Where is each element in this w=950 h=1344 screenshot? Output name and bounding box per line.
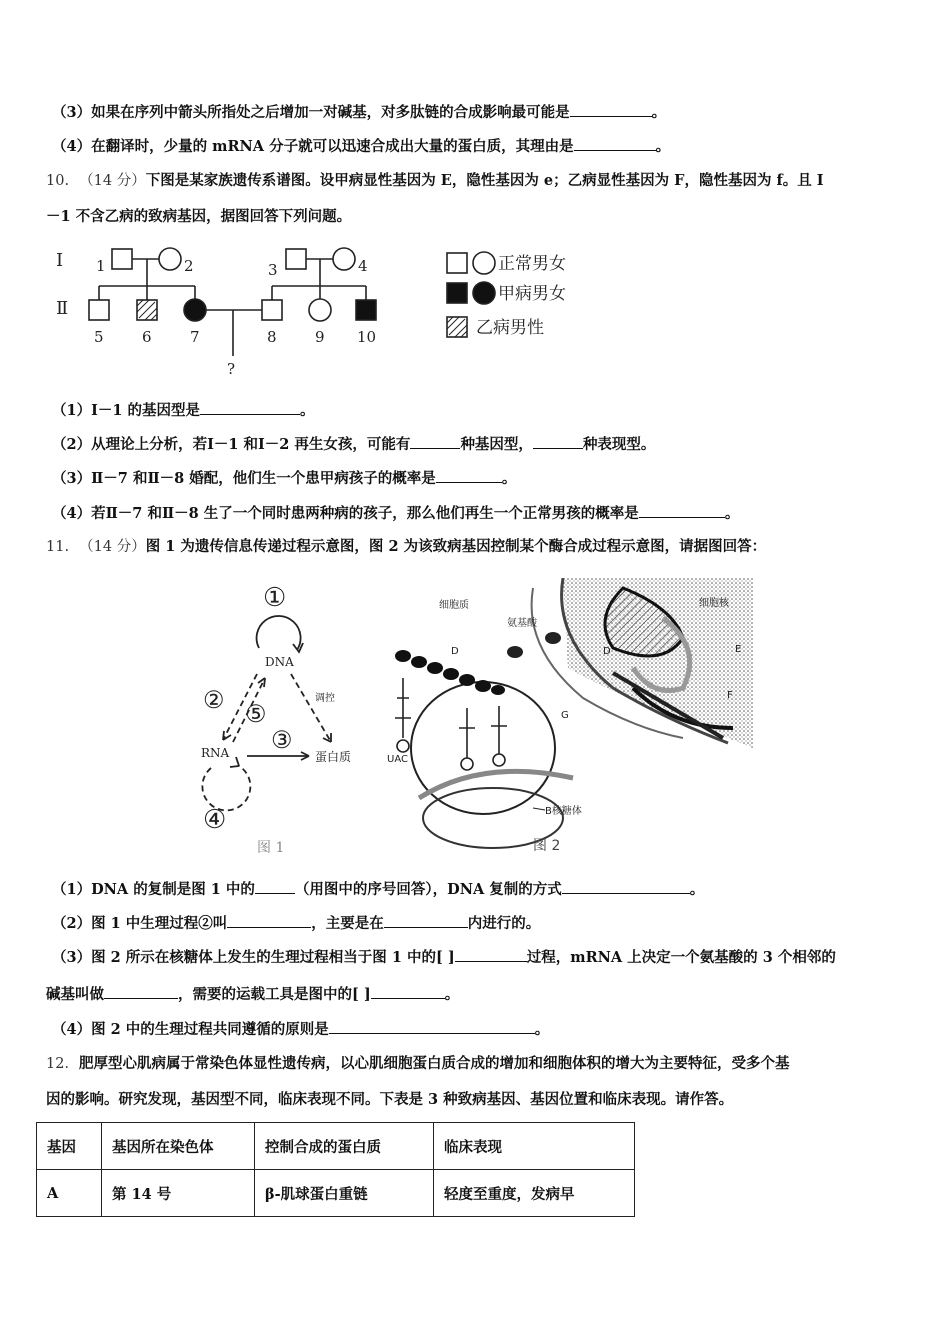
question-number: 12． — [46, 1056, 79, 1072]
figure-1-caption: 图 1 — [257, 840, 285, 856]
q9-part3 — [52, 102, 666, 123]
q11-part3-cont — [46, 984, 459, 1005]
process-2-label: ② — [203, 686, 225, 714]
q11-part3 — [52, 947, 836, 968]
q11-part3-text-c: 碱基叫做 — [46, 986, 104, 1003]
q10-stem-text-2: －1 不含乙病的致病基因，据图回答下列问题。 — [46, 208, 352, 225]
q11-part2-text-c: 内进行的。 — [467, 915, 541, 932]
table-cell: β-肌球蛋白重链 — [255, 1170, 434, 1217]
answer-blank[interactable] — [562, 879, 690, 894]
ribosome-label: B核糖体 — [545, 806, 582, 817]
process-5-label: ⑤ — [245, 700, 267, 728]
q10-part4 — [52, 503, 739, 524]
label-3: 3 — [268, 261, 278, 279]
q11-part2-text-b: ，主要是在 — [311, 915, 384, 932]
individual-II5 — [89, 300, 109, 320]
label-1: 1 — [96, 257, 106, 275]
period: 。 — [651, 104, 667, 121]
q11-part1-text-a: （1）DNA 的复制是图 1 中的 — [52, 881, 255, 898]
answer-blank[interactable] — [371, 984, 445, 999]
table-header: 控制合成的蛋白质 — [255, 1123, 434, 1170]
legend-text-disease-b: 乙病男性 — [476, 318, 544, 338]
figure-1-central-dogma — [185, 576, 385, 858]
individual-II10 — [356, 300, 376, 320]
answer-blank[interactable] — [574, 136, 656, 151]
question-number: 10. — [46, 173, 70, 189]
q10-part2-text-a: （2）从理论上分析，若Ⅰ－1 和Ⅰ－2 再生女孩，可能有 — [52, 436, 411, 453]
pedigree-chart — [46, 238, 606, 380]
cytoplasm-label: 细胞质 — [439, 600, 469, 611]
period: 。 — [655, 138, 671, 155]
q10-stem-line2 — [46, 207, 351, 227]
q9-part4-text: （4）在翻译时，少量的 mRNA 分子就可以迅速合成出大量的蛋白质，其理由是 — [52, 138, 574, 155]
q11-part4-text: （4）图 2 中的生理过程共同遵循的原则是 — [52, 1021, 329, 1038]
gene-table — [36, 1122, 635, 1217]
q11-part1-text-b: （用图中的序号回答），DNA 复制的方式 — [294, 881, 562, 898]
question-score: （14 分） — [79, 173, 146, 189]
rna-label: RNA — [201, 746, 230, 760]
answer-blank[interactable] — [436, 468, 502, 483]
q11-part3-text-b: 过程，mRNA 上决定一个氨基酸的 3 个相邻的 — [526, 949, 836, 966]
label-9: 9 — [315, 328, 325, 346]
q10-part2-text-b: 种基因型， — [460, 436, 533, 453]
figure-2-caption: 图 2 — [533, 838, 561, 854]
dna-to-protein-arrow — [291, 674, 331, 742]
q12-stem-text: 肥厚型心肌病属于常染色体显性遗传病，以心肌细胞蛋白质合成的增加和细胞体积的增大为主要特征，受多个基 — [78, 1055, 790, 1072]
answer-blank[interactable] — [455, 947, 527, 962]
label-f: F — [727, 690, 733, 701]
answer-blank[interactable] — [533, 434, 583, 449]
q11-part2 — [52, 913, 540, 934]
legend-normal-male — [447, 253, 467, 273]
period: 。 — [444, 986, 460, 1003]
amino-acids — [507, 632, 561, 658]
table-cell: 第 14 号 — [102, 1170, 255, 1217]
answer-blank[interactable] — [255, 879, 295, 894]
legend-disease-a-male — [447, 283, 467, 303]
individual-I3 — [286, 249, 306, 269]
generation-label-1: Ⅰ — [56, 250, 64, 271]
q11-stem-text: 图 1 为遗传信息传递过程示意图，图 2 为该致病基因控制某个酶合成过程示意图，请据图回答： — [145, 538, 767, 555]
label-6: 6 — [142, 328, 152, 346]
q11-part3-text-d: ，需要的运载工具是图中的[ ] — [178, 986, 371, 1003]
individual-I1 — [112, 249, 132, 269]
answer-blank[interactable] — [104, 984, 178, 999]
period: 。 — [534, 1021, 550, 1038]
table-row — [37, 1170, 635, 1217]
legend-disease-a-female — [473, 282, 495, 304]
answer-blank[interactable] — [410, 434, 460, 449]
period: 。 — [501, 470, 517, 487]
individual-I4 — [333, 248, 355, 270]
q10-part2-text-c: 种表现型。 — [582, 436, 656, 453]
individual-II9 — [309, 299, 331, 321]
table-header: 临床表现 — [434, 1123, 635, 1170]
q10-stem-line1 — [46, 171, 824, 191]
label-2: 2 — [184, 257, 194, 275]
legend-text-normal: 正常男女 — [498, 254, 566, 274]
q10-part1-text: （1）Ⅰ－1 的基因型是 — [52, 402, 201, 419]
answer-blank[interactable] — [570, 102, 652, 117]
question-score: （14 分） — [79, 539, 146, 555]
anticodon-label: UAC — [387, 754, 408, 765]
individual-II8 — [262, 300, 282, 320]
answer-blank[interactable] — [384, 913, 468, 928]
label-8: 8 — [267, 328, 277, 346]
q11-part2-text-a: （2）图 1 中生理过程②叫 — [52, 915, 228, 932]
q10-part3 — [52, 468, 516, 489]
period: 。 — [300, 402, 315, 419]
question-number: 11. — [46, 539, 70, 555]
q12-stem-line1 — [46, 1054, 789, 1074]
q12-stem-text-2: 因的影响。研究发现，基因型不同，临床表现不同。下表是 3 种致病基因、基因位置和临床表现。请作答。 — [46, 1091, 734, 1108]
generation-label-2: Ⅱ — [56, 298, 69, 319]
label-g: G — [561, 710, 569, 721]
q10-part4-text: （4）若Ⅱ－7 和Ⅱ－8 生了一个同时患两种病的孩子，那么他们再生一个正常男孩的概率是 — [52, 505, 639, 522]
legend-text-disease-a: 甲病男女 — [498, 284, 566, 304]
answer-blank[interactable] — [200, 400, 300, 415]
process-3-label: ③ — [271, 726, 293, 754]
q11-part4 — [52, 1019, 549, 1040]
q10-part1 — [52, 400, 315, 421]
table-header: 基因所在染色体 — [102, 1123, 255, 1170]
figure-2-translation-diagram — [383, 578, 753, 860]
period: 。 — [724, 505, 740, 522]
answer-blank[interactable] — [227, 913, 311, 928]
legend-normal-female — [473, 252, 495, 274]
label-d-2: D — [603, 646, 611, 657]
answer-blank[interactable] — [329, 1019, 535, 1034]
table-cell: A — [37, 1170, 102, 1217]
rna-replication-loop — [202, 766, 250, 810]
label-unknown: ? — [227, 360, 236, 378]
dna-label: DNA — [265, 655, 294, 669]
regulate-label: 调控 — [315, 693, 335, 704]
q11-part1 — [52, 879, 704, 900]
period: 。 — [689, 881, 705, 898]
q11-part3-text-a: （3）图 2 所示在核糖体上发生的生理过程相当于图 1 中的[ ] — [52, 949, 455, 966]
process-1-label: ① — [263, 583, 287, 613]
table-cell: 轻度至重度，发病早 — [434, 1170, 635, 1217]
label-e: E — [735, 644, 742, 655]
individual-II7 — [184, 299, 206, 321]
label-4: 4 — [358, 257, 368, 275]
process-4-label: ④ — [203, 805, 227, 835]
label-10: 10 — [357, 328, 377, 346]
q10-part3-text: （3）Ⅱ－7 和Ⅱ－8 婚配，他们生一个患甲病孩子的概率是 — [52, 470, 436, 487]
q9-part4 — [52, 136, 670, 157]
q9-part3-text: （3）如果在序列中箭头所指处之后增加一对碱基，对多肽链的合成影响最可能是 — [52, 104, 570, 121]
label-7: 7 — [190, 328, 200, 346]
protein-label: 蛋白质 — [315, 750, 352, 764]
nucleus-label: 细胞核 — [699, 598, 729, 609]
label-d: D — [451, 646, 459, 657]
amino-acid-label: 氨基酸 — [507, 618, 537, 629]
q10-stem-text: 下图是某家族遗传系谱图。设甲病显性基因为 E，隐性基因为 e；乙病显性基因为 F，隐性基因为 f。且 Ⅰ — [145, 172, 824, 189]
label-5: 5 — [94, 328, 104, 346]
individual-I2 — [159, 248, 181, 270]
q11-stem — [46, 537, 766, 557]
q12-stem-line2 — [46, 1090, 733, 1110]
answer-blank[interactable] — [639, 503, 725, 518]
table-header-row — [37, 1123, 635, 1170]
q10-part2 — [52, 434, 655, 455]
table-header: 基因 — [37, 1123, 102, 1170]
